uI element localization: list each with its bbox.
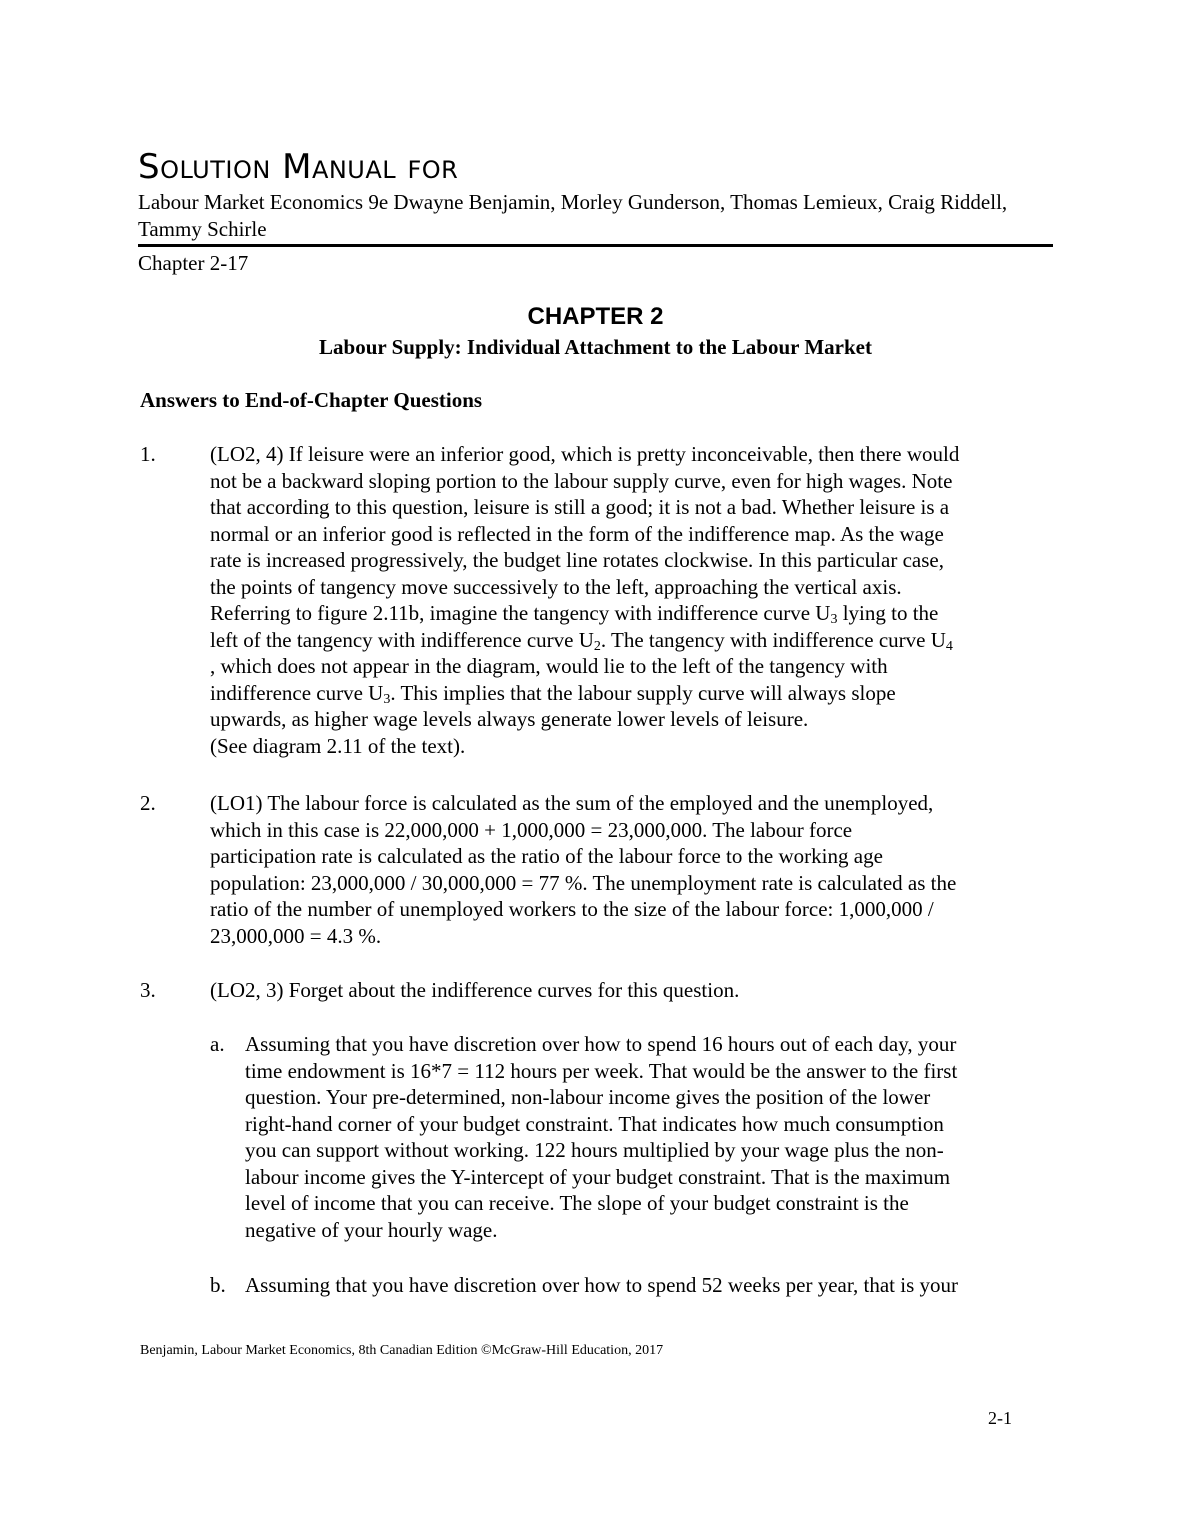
answer-line: upwards, as higher wage levels always generate lower levels of leisure. — [210, 707, 809, 731]
text-segment: indifference curve U — [210, 680, 384, 705]
answer-line: Assuming that you have discretion over how to spend 16 hours out of each day, your — [245, 1032, 957, 1056]
answer-line: which in this case is 22,000,000 + 1,000,000 = 23,000,000. The labour force — [210, 817, 853, 842]
part-a-answer — [245, 1031, 1050, 1243]
text-segment: lying to the — [842, 601, 939, 625]
header-divider — [138, 244, 1053, 247]
answer-line: the points of tangency move successively to the left, approaching the vertical axis. — [210, 574, 902, 599]
chapter-subtitle: Labour Supply: Individual Attachment to the Labour Market — [319, 335, 872, 359]
chapter-range: Chapter 2-17 — [138, 251, 249, 275]
subscript: 3 — [830, 612, 838, 627]
answer-line: labour income gives the Y-intercept of your budget constraint. That is the maximum — [245, 1164, 951, 1189]
answer-line: not be a backward sloping portion to the labour supply curve, even for high wages. Note — [210, 468, 953, 493]
question-number: 2. — [140, 791, 156, 815]
question-3-part-b — [210, 1272, 1050, 1299]
question-number: 1. — [140, 442, 156, 466]
answer-line: level of income that you can receive. The slope of your budget constraint is the — [245, 1191, 909, 1215]
answer-line: question. Your pre-determined, non-labour income gives the position of the lower — [245, 1085, 931, 1109]
document-title: Solution Manual for — [138, 147, 459, 187]
part-letter: b. — [210, 1273, 226, 1297]
answer-line: population: 23,000,000 / 30,000,000 = 77 %. The unemployment rate is calculated as the — [210, 870, 957, 895]
footer-copyright: Benjamin, Labour Market Economics, 8th Canadian Edition ©McGraw-Hill Education, 2017 — [140, 1343, 664, 1358]
answer-line: (LO2, 4) If leisure were an inferior good, which is pretty inconceivable, then there would — [210, 442, 960, 466]
question-1-answer — [210, 441, 1055, 759]
answer-line: rate is increased progressively, the budget line rotates clockwise. In this particular case, — [210, 548, 944, 572]
answer-line: time endowment is 16*7 = 112 hours per week. That would be the answer to the first — [245, 1058, 958, 1083]
answer-line: (See diagram 2.11 of the text). — [210, 733, 466, 758]
subscript: 3 — [383, 691, 391, 707]
question-2-answer — [210, 790, 1055, 949]
chapter-heading: CHAPTER 2 — [527, 303, 664, 330]
book-citation: Labour Market Economics 9e Dwayne Benjamin, Morley Gunderson, Thomas Lemieux, Craig Riddell, Tammy Schirle — [138, 190, 1008, 241]
answer-line: ratio of the number of unemployed workers to the size of the labour force: 1,000,000 / — [210, 897, 934, 921]
answer-line: negative of your hourly wage. — [245, 1217, 498, 1242]
question-1 — [140, 441, 1050, 759]
page-number: 2-1 — [988, 1408, 1012, 1428]
answer-line — [210, 627, 1055, 654]
text-segment: . This implies that the labour supply curve will always slope — [390, 680, 896, 705]
text-segment: . The tangency with indifference curve U — [600, 627, 946, 652]
subscript: 2 — [593, 638, 601, 654]
text-segment: Referring to figure 2.11b, imagine the tangency with indifference curve U — [210, 601, 831, 625]
part-letter: a. — [210, 1032, 225, 1056]
question-2 — [140, 790, 1050, 949]
subscript: 4 — [945, 638, 953, 654]
answer-line: , which does not appear in the diagram, would lie to the left of the tangency with — [210, 654, 888, 678]
answer-line — [210, 600, 1055, 627]
answer-line: Assuming that you have discretion over how to spend 52 weeks per year, that is your — [245, 1273, 959, 1297]
question-3 — [140, 977, 1050, 1004]
answer-line: 23,000,000 = 4.3 %. — [210, 923, 382, 948]
answer-line: right-hand corner of your budget constraint. That indicates how much consumption — [245, 1111, 944, 1136]
section-heading: Answers to End-of-Chapter Questions — [140, 388, 483, 412]
answer-line: (LO2, 3) Forget about the indifference curves for this question. — [210, 978, 740, 1002]
part-b-answer — [245, 1272, 1050, 1299]
answer-line: (LO1) The labour force is calculated as the sum of the employed and the unemployed, — [210, 791, 934, 815]
question-number: 3. — [140, 978, 156, 1002]
answer-line: participation rate is calculated as the ratio of the labour force to the working age — [210, 844, 883, 868]
answer-line: that according to this question, leisure is still a good; it is not a bad. Whether leisure is a — [210, 495, 950, 519]
answer-line: you can support without working. 122 hours multiplied by your wage plus the non- — [245, 1138, 944, 1162]
answer-line: normal or an inferior good is reflected in the form of the indifference map. As the wage — [210, 521, 944, 546]
answer-line — [210, 680, 1055, 707]
text-segment: left of the tangency with indifference curve U — [210, 627, 594, 652]
question-3-part-a — [210, 1031, 1050, 1243]
question-3-intro — [210, 977, 1055, 1004]
